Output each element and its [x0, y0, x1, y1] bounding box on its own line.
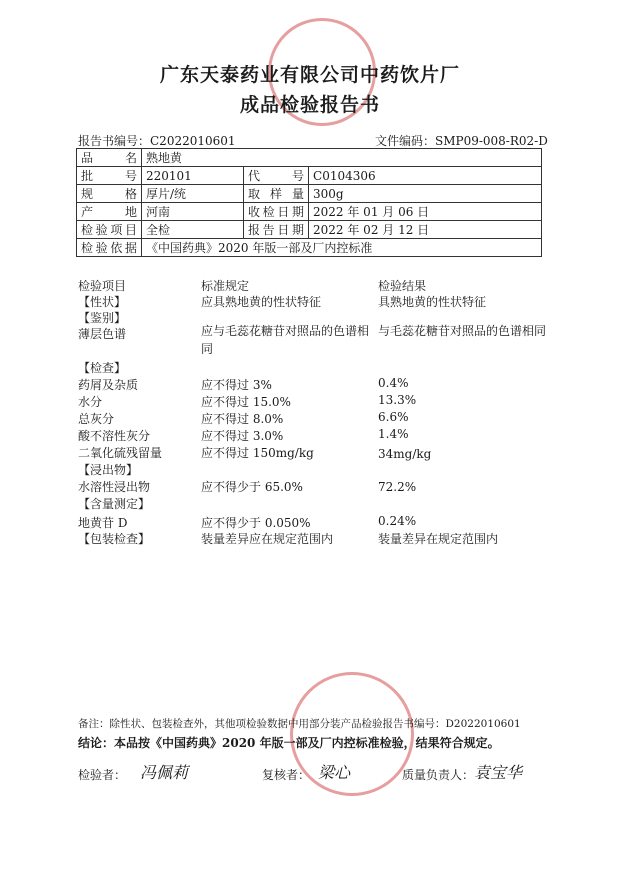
tlc-standard: 应与毛蕊花糖苷对照品的色谱相同 — [201, 324, 370, 356]
report-date-label: 报告日期 — [244, 221, 309, 239]
name-label: 品 名 — [77, 149, 142, 167]
result-row-item: 水溶性浸出物 — [78, 480, 151, 494]
section-identification: 【鉴别】 — [78, 311, 127, 325]
result-row-standard: 应不得少于 65.0% — [201, 480, 303, 494]
report-number: 报告书编号：C2022010601 — [78, 134, 236, 148]
conclusion: 结论：本品按《中国药典》2020 年版一部及厂内控标准检验，结果符合规定。 — [78, 736, 500, 750]
qty-label: 取 样 量 — [244, 185, 309, 203]
name-value: 熟地黄 — [142, 149, 542, 167]
result-row-standard: 应不得过 150mg/kg — [201, 446, 314, 460]
code-label: 代 号 — [244, 167, 309, 185]
result-row-value: 34mg/kg — [378, 447, 432, 461]
section-appearance: 【性状】 — [78, 295, 127, 309]
result-row-item: 药屑及杂质 — [78, 378, 139, 392]
result-row-value: 72.2% — [378, 480, 417, 494]
result-row-item: 二氧化硫残留量 — [78, 446, 163, 460]
recv-label: 收检日期 — [244, 203, 309, 221]
recv-value: 2022 年 01 月 06 日 — [309, 203, 542, 221]
section-extract: 【浸出物】 — [78, 463, 139, 477]
result-row-standard: 应不得过 8.0% — [201, 412, 284, 426]
qty-value: 300g — [309, 185, 542, 203]
company-title: 广东天泰药业有限公司中药饮片厂 — [159, 64, 460, 86]
code-value: C0104306 — [309, 167, 542, 185]
col-header-standard: 标准规定 — [201, 279, 250, 293]
appearance-result: 具熟地黄的性状特征 — [378, 295, 487, 309]
result-row-value: 1.4% — [378, 427, 409, 441]
tlc-result: 与毛蕊花糖苷对照品的色谱相同 — [378, 324, 547, 338]
section-assay: 【含量测定】 — [78, 497, 151, 511]
section-check: 【检查】 — [78, 361, 127, 375]
qa-signature: 袁宝华 — [474, 763, 523, 782]
item-label: 检验项目 — [77, 221, 142, 239]
result-row-value: 0.24% — [378, 514, 417, 528]
result-row-value: 13.3% — [378, 393, 417, 407]
qa-label: 质量负责人： — [402, 768, 475, 782]
batch-label: 批 号 — [77, 167, 142, 185]
file-number: 文件编码：SMP09-008-R02-D — [375, 134, 548, 148]
result-row-item: 酸不溶性灰分 — [78, 429, 151, 443]
note: 备注：除性状、包装检查外，其他项检验数据中用部分装产品检验报告书编号：D2022010601 — [78, 718, 521, 730]
appearance-standard: 应具熟地黄的性状特征 — [201, 295, 322, 309]
result-row-value: 6.6% — [378, 410, 409, 424]
spec-label: 规 格 — [77, 185, 142, 203]
inspector-signature: 冯佩莉 — [140, 763, 189, 782]
info-table — [76, 148, 542, 257]
result-row-item: 总灰分 — [78, 412, 115, 426]
item-value: 全检 — [142, 221, 244, 239]
basis-value: 《中国药典》2020 年版一部及厂内控标准 — [142, 239, 542, 257]
report-date-value: 2022 年 02 月 12 日 — [309, 221, 542, 239]
checker-signature: 梁心 — [318, 763, 351, 782]
origin-value: 河南 — [142, 203, 244, 221]
section-packaging: 【包装检查】 — [78, 532, 151, 546]
packaging-result: 装量差异在规定范围内 — [378, 532, 499, 546]
checker-label: 复核者： — [262, 768, 311, 782]
result-row-item: 地黄苷 D — [78, 516, 128, 530]
report-title: 成品检验报告书 — [239, 94, 380, 116]
inspector-label: 检验者： — [78, 768, 127, 782]
spec-value: 厚片/统 — [142, 185, 244, 203]
result-row-standard: 应不得少于 0.050% — [201, 516, 311, 530]
batch-value: 220101 — [142, 167, 244, 185]
col-header-item: 检验项目 — [78, 279, 127, 293]
result-row-value: 0.4% — [378, 376, 409, 390]
result-row-standard: 应不得过 3.0% — [201, 429, 284, 443]
result-row-standard: 应不得过 3% — [201, 378, 272, 392]
packaging-standard: 装量差异应在规定范围内 — [201, 532, 334, 546]
result-row-item: 水分 — [78, 395, 103, 409]
col-header-result: 检验结果 — [378, 279, 427, 293]
result-row-standard: 应不得过 15.0% — [201, 395, 291, 409]
origin-label: 产 地 — [77, 203, 142, 221]
tlc-item: 薄层色谱 — [78, 327, 127, 341]
basis-label: 检验依据 — [77, 239, 142, 257]
